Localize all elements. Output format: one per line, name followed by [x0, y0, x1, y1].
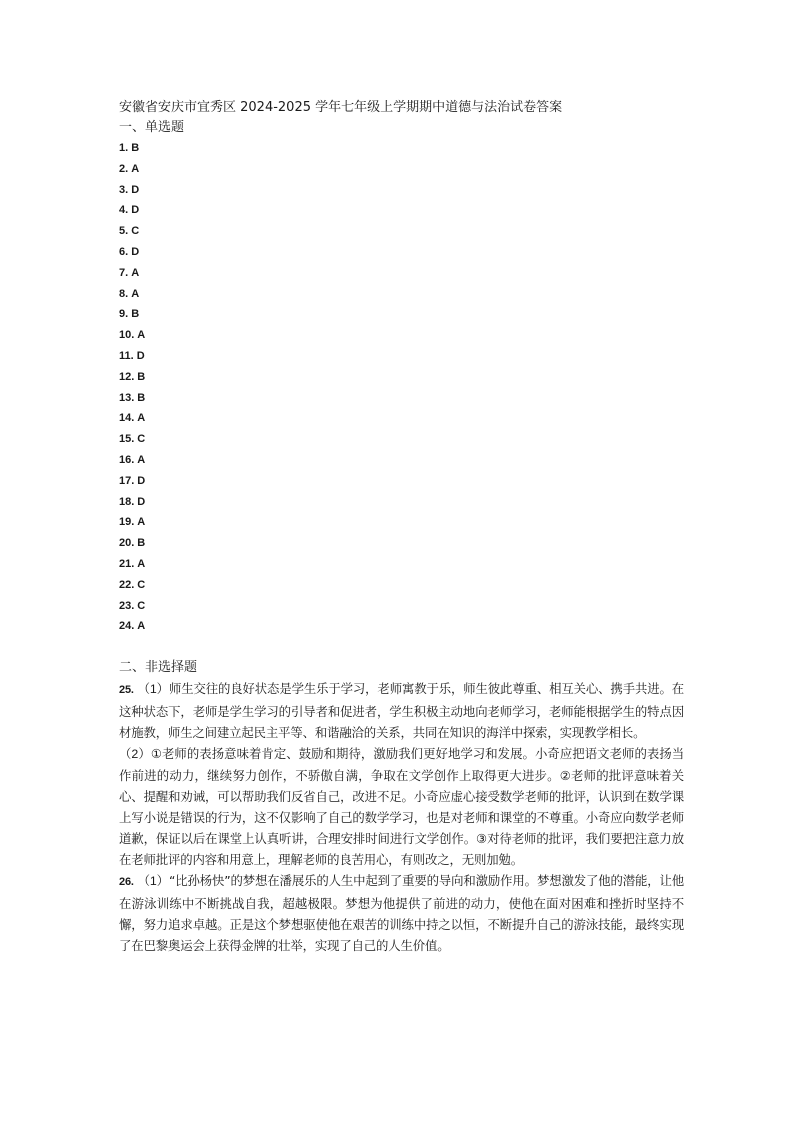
answer-item	[119, 221, 684, 242]
answer-item	[119, 492, 684, 513]
answer-item	[119, 429, 684, 450]
answer-value: C	[137, 433, 146, 446]
answer-value: D	[131, 245, 140, 258]
answer-number: 12.	[119, 370, 135, 383]
answer-number: 4.	[119, 204, 129, 217]
answer-item	[119, 242, 684, 263]
answer-number: 2.	[119, 162, 129, 175]
answer-value: C	[137, 599, 146, 612]
answer-number: 10.	[119, 329, 135, 342]
answer-value: A	[137, 620, 146, 633]
answer-item	[119, 325, 684, 346]
answer-value: A	[137, 516, 146, 529]
answer-value: B	[131, 142, 140, 154]
answer-value: A	[131, 266, 140, 279]
answer-item	[119, 450, 684, 471]
answer-value: D	[131, 204, 140, 217]
answer-value: B	[131, 308, 140, 321]
answer-number: 9.	[119, 308, 129, 321]
answer-item	[119, 346, 684, 367]
q25-number: 25.	[119, 684, 134, 697]
answer-number: 20.	[119, 537, 135, 550]
answer-item	[119, 180, 684, 201]
answer-item	[119, 388, 684, 409]
answer-item	[119, 471, 684, 492]
answer-item	[119, 200, 684, 221]
answer-value: C	[137, 578, 146, 591]
answer-item	[119, 304, 684, 325]
answer-item	[119, 159, 684, 180]
answer-number: 19.	[119, 516, 135, 529]
answer-item	[119, 616, 684, 637]
q26-part1	[119, 870, 684, 956]
answer-item	[119, 263, 684, 284]
answer-item	[119, 408, 684, 429]
answer-number: 17.	[119, 474, 135, 487]
answer-value: B	[137, 537, 146, 550]
answer-number: 1.	[119, 142, 129, 154]
answer-value: A	[137, 453, 146, 466]
q25-part2	[119, 743, 684, 870]
q25-part1-text: 师生交往的良好状态是学生乐于学习，老师寓教于乐，师生彼此尊重、相互关心、携手共进。在这种状态下，老师是学生学习的引导者和促进者，学生积极主动地向老师学习，老师能根据学生的特点因材施教，师生之间建立起民主平等、和谐融洽的关系，共同在知识的海洋中探索，实现教学相长。	[119, 681, 684, 741]
answer-value: D	[137, 474, 146, 487]
answer-value: D	[137, 495, 146, 508]
answer-number: 7.	[119, 266, 129, 279]
answer-number: 15.	[119, 433, 135, 446]
q25-part1	[119, 678, 684, 743]
document-title: 安徽省安庆市宜秀区 2024-2025 学年七年级上学期期中道德与法治试卷答案	[119, 100, 563, 115]
q25-part2-text: ①老师的表扬意味着肯定、鼓励和期待，激励我们更好地学习和发展。小奇应把语文老师的表扬当作前进的动力，继续努力创作，不骄傲自满，争取在文学创作上取得更大进步。②老师的批评意味着关心、提醒和劝诫，可以帮助我们反省自己，改进不足。小奇应虚心接受数学老师的批评，认识到在数学课上写小说是错误的行为，这不仅影响了自己的数学学习，也是对老师和课堂的不尊重。小奇应向数学老师道歉，保证以后在课堂上认真听讲，合理安排时间进行文学创作。③对待老师的批评，我们要把注意力放在老师批评的内容和用意上，理解老师的良苦用心，有则改之，无则加勉。	[119, 746, 684, 868]
answer-number: 21.	[119, 557, 135, 570]
answer-number: 8.	[119, 287, 129, 300]
answer-item	[119, 596, 684, 617]
answer-number: 18.	[119, 495, 135, 508]
answer-value: D	[131, 183, 140, 196]
answer-value: A	[131, 162, 140, 175]
answer-number: 14.	[119, 412, 135, 425]
answer-number: 16.	[119, 453, 135, 466]
answer-number: 6.	[119, 245, 129, 258]
q25-part2-label: （2）	[119, 747, 151, 762]
answer-number: 24.	[119, 620, 135, 633]
answer-number: 11.	[119, 349, 134, 362]
answer-item	[119, 367, 684, 388]
answer-item	[119, 533, 684, 554]
section-heading-non-choice: 二、非选择题	[119, 660, 198, 676]
answer-number: 13.	[119, 391, 135, 404]
answer-value: A	[137, 557, 146, 570]
answer-number: 22.	[119, 578, 135, 591]
section-spacer	[119, 637, 684, 658]
section-heading-single-choice: 一、单选题	[119, 120, 185, 135]
answer-item	[119, 554, 684, 575]
answer-value: C	[131, 225, 140, 238]
answer-item	[119, 512, 684, 533]
q26-part1-text: “比孙杨快”的梦想在潘展乐的人生中起到了重要的导向和激励作用。梦想激发了他的潜能，让他在游泳训练中不断挑战自我，超越极限。梦想为他提供了前进的动力，使他在面对困难和挫折时坚持不懈，努力追求卓越。正是这个梦想驱使他在艰苦的训练中持之以恒，不断提升自己的游泳技能，最终实现了在巴黎奥运会上获得金牌的壮举，实现了自己的人生价值。	[119, 873, 684, 954]
q26-part1-label: （1）	[137, 874, 169, 889]
answer-value: D	[136, 349, 145, 362]
answer-value: A	[131, 287, 140, 300]
answer-value: B	[137, 370, 146, 383]
q25-part1-label: （1）	[137, 682, 169, 697]
answer-item	[119, 284, 684, 305]
answer-value: A	[137, 412, 146, 425]
q26-number: 26.	[119, 876, 134, 889]
answer-value: A	[137, 329, 146, 342]
answer-number: 3.	[119, 183, 129, 196]
single-choice-answer-list	[119, 138, 684, 637]
answer-value: B	[137, 391, 146, 404]
answer-document	[119, 98, 684, 956]
answer-item	[119, 575, 684, 596]
answer-number: 23.	[119, 599, 135, 612]
answer-item	[119, 138, 684, 159]
answer-number: 5.	[119, 225, 129, 238]
